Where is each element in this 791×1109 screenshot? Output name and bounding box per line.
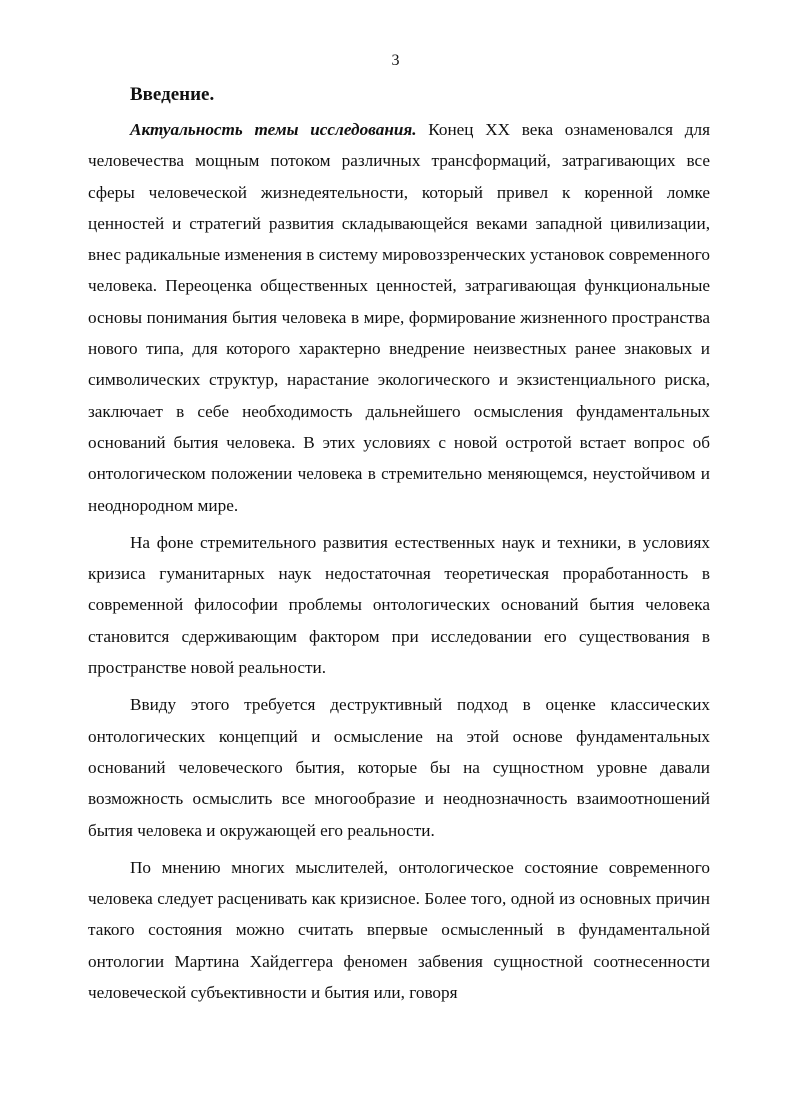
paragraph-text: Конец XX века ознаменовался для человечества мощным потоком различных трансформаций, затрагивающих все сферы человеческой жизнедеятельности, который привел к коренной ломке ценностей и стратегий развития складывающейся веками западной цивилизации, внес радикальные изменения в систему мировоззренческих установок современного человека. Переоценка общественных ценностей, затрагивающая функциональные основы понимания бытия человека в мире, формирование жизненного пространства нового типа, для которого характерно внедрение неизвестных ранее знаковых и символических структур, нарастание экологического и экзистенциального риска, заключает в себе необходимость дальнейшего осмысления фундаментальных оснований бытия человека. В этих условиях с новой остротой встает вопрос об онтологическом положении человека в стремительно меняющемся, неустойчивом и неоднородном мире. — [88, 120, 710, 515]
paragraph — [88, 852, 710, 1008]
paragraph-text: По мнению многих мыслителей, онтологическое состояние современного человека следует расценивать как кризисное. Более того, одной из основных причин такого состояния можно считать впервые осмысленный в фундаментальной онтологии Мартина Хайдеггера феномен забвения сущностной соотнесенности человеческой субъективности и бытия или, говоря — [88, 857, 710, 1003]
paragraph-text: Ввиду этого требуется деструктивный подход в оценке классических онтологических концепций и осмысление на этой основе фундаментальных оснований человеческого бытия, которые бы на сущностном уровне давали возможность осмыслить все многообразие и неоднозначность взаимоотношений бытия человека и окружающей его реальности. — [88, 695, 710, 840]
section-heading: Введение. — [130, 84, 215, 105]
paragraph-lead: Актуальность темы исследования. — [130, 120, 417, 139]
page-number: 3 — [391, 52, 400, 69]
paragraph — [88, 689, 710, 845]
paragraph-text: На фоне стремительного развития естественных наук и техники, в условиях кризиса гуманитарных наук недостаточная теоретическая проработанность в современной философии проблемы онтологических оснований бытия человека становится сдерживающим фактором при исследовании его существования в пространстве новой реальности. — [88, 532, 710, 678]
body-text — [88, 114, 710, 1008]
paragraph-relevance — [88, 114, 710, 521]
paragraph — [88, 527, 710, 683]
